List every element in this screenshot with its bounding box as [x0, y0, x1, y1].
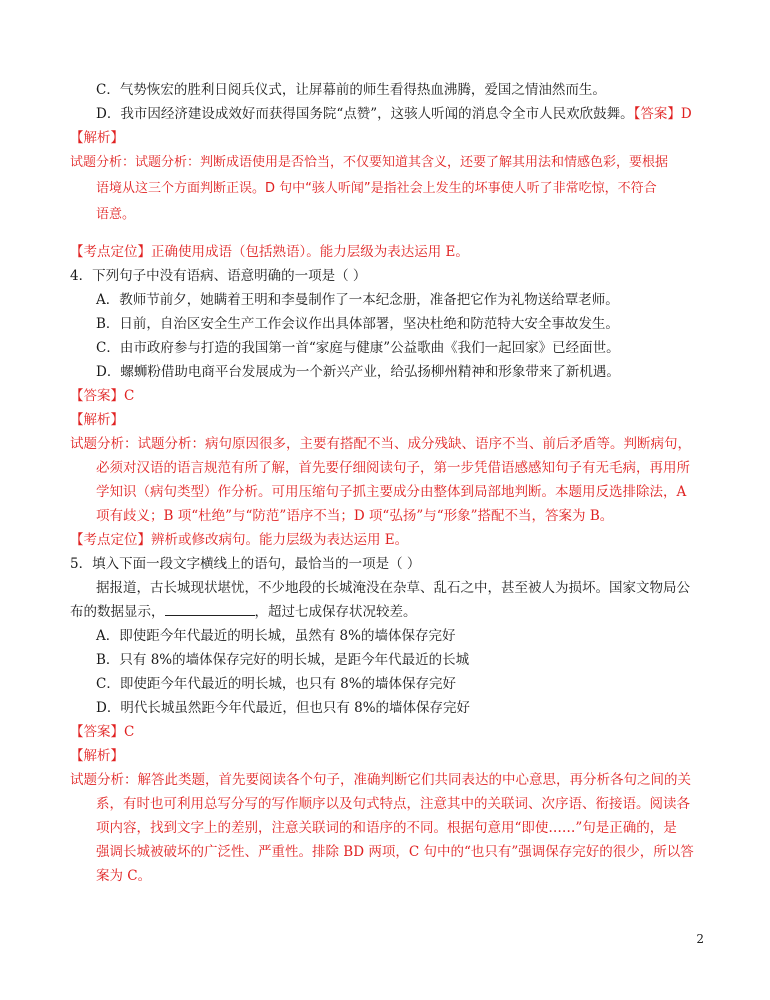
q4-option-a: A．教师节前夕，她瞒着王明和李曼制作了一本纪念册，准备把它作为礼物送给覃老师。: [96, 292, 619, 308]
q5-passage-pre: 布的数据显示，: [70, 604, 165, 620]
q4-option-d: D．螺蛳粉借助电商平台发展成为一个新兴产业，给弘扬柳州精神和形象带来了新机遇。: [96, 364, 620, 380]
q5-option-c: C．即使距今年代最近的明长城，也只有 8%的墙体保存完好: [96, 676, 457, 692]
q3-jiexi-label: 【解析】: [70, 130, 124, 146]
q3-analysis: [70, 150, 702, 228]
q5-analysis-line-4: 强调长城被破坏的广泛性、严重性。排除 BD 两项，C 句中的“也只有”强调保存完好的很少，所以答: [96, 844, 694, 860]
q5-answer: 【答案】C: [70, 724, 135, 740]
q4-analysis-line-2: 必须对汉语的语言规范有所了解，首先要仔细阅读句子，第一步凭借语感感知句子有无毛病，再用所: [96, 460, 690, 476]
fill-in-blank: [165, 601, 255, 616]
q5-passage-line-1: 据报道，古长城现状堪忧，不少地段的长城淹没在杂草、乱石之中，甚至被人为损坏。国家文物局公: [96, 580, 690, 596]
q5-option-b: B．只有 8%的墙体保存完好的明长城，是距今年代最近的长城: [96, 652, 470, 668]
q4-analysis-line-3: 学知识（病句类型）作分析。可用压缩句子抓主要成分由整体到局部地判断。本题用反选排除法，A: [96, 484, 687, 500]
q4-option-b: B．日前，自治区安全生产工作会议作出具体部署，坚决杜绝和防范特大安全事故发生。: [96, 316, 619, 332]
q3-answer: 【答案】D: [633, 106, 692, 122]
q5-analysis: [70, 768, 702, 888]
q5-analysis-line-2: 系，有时也可利用总写分写的写作顺序以及句式特点，注意其中的关联词、次序语、衔接语。阅读各: [96, 796, 690, 812]
q3-option-d: D．我市因经济建设成效好而获得国务院“点赞”，这骇人听闻的消息令全市人民欢欣鼓舞。: [96, 106, 634, 122]
q4-jiexi-label: 【解析】: [70, 412, 124, 428]
q4-analysis-line-4: 项有歧义；B 项“杜绝”与“防范”语序不当；D 项“弘扬”与“形象”搭配不当，答案为 B。: [96, 508, 614, 524]
q4-kaodian-label: 【考点定位】: [70, 532, 151, 548]
q3-analysis-line-1: 试题分析：试题分析：判断成语使用是否恰当，不仅要知道其含义，还要了解其用法和情感色彩，要根据: [70, 155, 669, 170]
q5-analysis-line-1: 试题分析：解答此类题，首先要阅读各个句子，准确判断它们共同表达的中心意思，再分析各句之间的关: [70, 772, 691, 788]
page-number: 2: [696, 932, 704, 946]
q4-kaodian: [70, 528, 702, 552]
q3-analysis-line-2: 语境从这三个方面判断正误。D 句中“骇人听闻”是指社会上发生的坏事使人听了非常吃惊，不符合: [96, 181, 657, 196]
q5-option-a: A．即使距今年代最近的明长城，虽然有 8%的墙体保存完好: [96, 628, 456, 644]
q4-analysis: [70, 432, 702, 528]
q4-option-c: C．由市政府参与打造的我国第一首“家庭与健康”公益歌曲《我们一起回家》已经面世。: [96, 340, 620, 356]
q5-passage-post: ，超过七成保存状况较差。: [254, 604, 417, 620]
q4-stem: 4．下列句子中没有语病、语意明确的一项是（ ）: [70, 268, 367, 284]
q3-kaodian-label: 【考点定位】: [70, 244, 151, 260]
q4-kaodian-text: 辨析或修改病句。能力层级为表达运用 E。: [151, 532, 409, 548]
q5-passage-line-2: [70, 600, 702, 624]
q5-jiexi-label: 【解析】: [70, 748, 124, 764]
q4-answer: 【答案】C: [70, 388, 135, 404]
q4-analysis-line-1: 试题分析：试题分析：病句原因很多，主要有搭配不当、成分残缺、语序不当、前后矛盾等。判断病句，: [70, 436, 691, 452]
q3-kaodian: [70, 240, 702, 264]
q3-kaodian-text: 正确使用成语（包括熟语）。能力层级为表达运用 E。: [151, 244, 469, 260]
q3-option-c: C．气势恢宏的胜利日阅兵仪式，让屏幕前的师生看得热血沸腾，爱国之情油然而生。: [96, 82, 606, 98]
q5-option-d: D．明代长城虽然距今年代最近，但也只有 8%的墙体保存完好: [96, 700, 471, 716]
spacer: [70, 228, 702, 240]
q3-analysis-line-3: 语意。: [96, 207, 136, 222]
q5-analysis-line-3: 项内容，找到文字上的差别，注意关联词的和语序的不同。根据句意用“即使……”句是正确的，是: [96, 820, 677, 836]
q5-stem: 5．填入下面一段文字横线上的语句，最恰当的一项是（ ）: [70, 556, 421, 572]
page-content: [70, 78, 702, 888]
q5-analysis-line-5: 案为 C。: [96, 868, 152, 884]
q3-option-d-line: [70, 102, 702, 126]
